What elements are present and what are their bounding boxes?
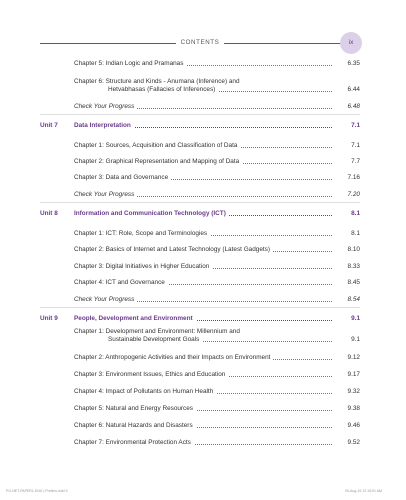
toc-page-number: 7.20 [347,191,360,198]
entry-text: Check Your Progress [74,103,137,110]
toc-page-number: 7.1 [351,122,360,129]
toc-page-number: 9.12 [347,354,360,361]
toc-entry-title [74,209,332,218]
toc-entry-title [74,121,332,130]
toc-entry-title [74,102,332,111]
unit-label: Unit 9 [40,315,58,322]
entry-text: Chapter 7: Environmental Protection Acts [74,439,194,446]
entry-text: Chapter 6: Structure and Kinds - Anumana (Inference) and [74,78,243,85]
entry-text: Information and Communication Technology (ICT) [74,210,229,217]
toc-entry-title [74,278,332,287]
entry-text: Hetvabhasas (Fallacies of Inferences) [108,86,218,93]
toc-page-number: 9.1 [351,336,360,343]
toc-entry-title [74,245,332,254]
toc-page-number: 8.54 [347,296,360,303]
toc-entry-title [74,262,332,271]
toc-page-number: 9.1 [351,315,360,322]
entry-text: Chapter 3: Data and Governance [74,174,171,181]
toc-entry-title [74,314,332,323]
entry-text: Check Your Progress [74,296,137,303]
entry-text: Chapter 1: ICT: Role, Scope and Terminologies [74,230,210,237]
toc-entry-title [74,141,332,150]
section-divider [40,202,360,203]
toc-page-number: 8.1 [351,230,360,237]
toc-page-number: 8.33 [347,263,360,270]
footer-timestamp: 09-Aug-19 12:15:51 AM [345,489,382,493]
entry-text: Chapter 2: Graphical Representation and Mapping of Data [74,158,242,165]
entry-text: Chapter 2: Anthropogenic Activities and their Impacts on Environment [74,354,273,361]
toc-entry-title [74,157,332,166]
toc-entry-title [74,295,332,304]
entry-text: Chapter 4: ICT and Governance [74,279,168,286]
entry-text: Chapter 3: Digital Initiatives in Higher Education [74,263,212,270]
toc-entry-title [74,404,332,413]
toc-entry-title [74,59,332,68]
toc-page-number: 9.38 [347,405,360,412]
toc-page-number: 6.44 [347,86,360,93]
toc-page-number: 9.17 [347,371,360,378]
toc-page-number: 8.1 [351,210,360,217]
footer-file-info: PG-NET-PAPER1-ENG | Prelims.indd 9 [6,489,68,493]
toc-page-number: 6.35 [347,60,360,67]
entry-text: Chapter 3: Environment Issues, Ethics and Education [74,371,228,378]
toc-page-number: 6.48 [347,103,360,110]
toc-page-number: 9.32 [347,388,360,395]
entry-text: Chapter 4: Impact of Pollutants on Human Health [74,388,216,395]
toc-entry-title [74,387,332,396]
toc-page-number: 8.10 [347,246,360,253]
toc-entry-title [74,370,332,379]
toc-entry-title [74,173,332,182]
toc-page-number: 7.1 [351,142,360,149]
toc-entry-title [74,438,332,447]
toc-page-number: 9.52 [347,439,360,446]
entry-text: Check Your Progress [74,191,137,198]
toc-page-number: 7.7 [351,158,360,165]
entry-text: Chapter 5: Indian Logic and Pramanas [74,60,186,67]
entry-text: Chapter 5: Natural and Energy Resources [74,405,196,412]
entry-text: Chapter 1: Development and Environment: Millennium and [74,328,243,335]
entry-text: People, Development and Environment [74,315,196,322]
toc-page-number: 8.45 [347,279,360,286]
toc-entry-title [74,353,332,362]
toc-entry-title [74,190,332,199]
toc-entry-title [74,421,332,430]
unit-label: Unit 7 [40,122,58,129]
toc-entry-title [108,85,332,94]
toc-page-number: 9.46 [347,422,360,429]
unit-label: Unit 8 [40,210,58,217]
page-number-badge: ix [340,32,362,54]
entry-text: Sustainable Development Goals [108,336,202,343]
header-title: CONTENTS [180,39,220,46]
toc-page-number: 7.16 [347,174,360,181]
entry-text: Chapter 1: Sources, Acquisition and Classification of Data [74,142,240,149]
section-divider [40,114,360,115]
toc-entry-title [74,229,332,238]
entry-text: Data Interpretation [74,122,134,129]
entry-text: Chapter 6: Natural Hazards and Disasters [74,422,196,429]
entry-text: Chapter 2: Basics of Internet and Latest Technology (Latest Gadgets) [74,246,273,253]
section-divider [40,307,360,308]
toc-entry-title [108,335,332,344]
